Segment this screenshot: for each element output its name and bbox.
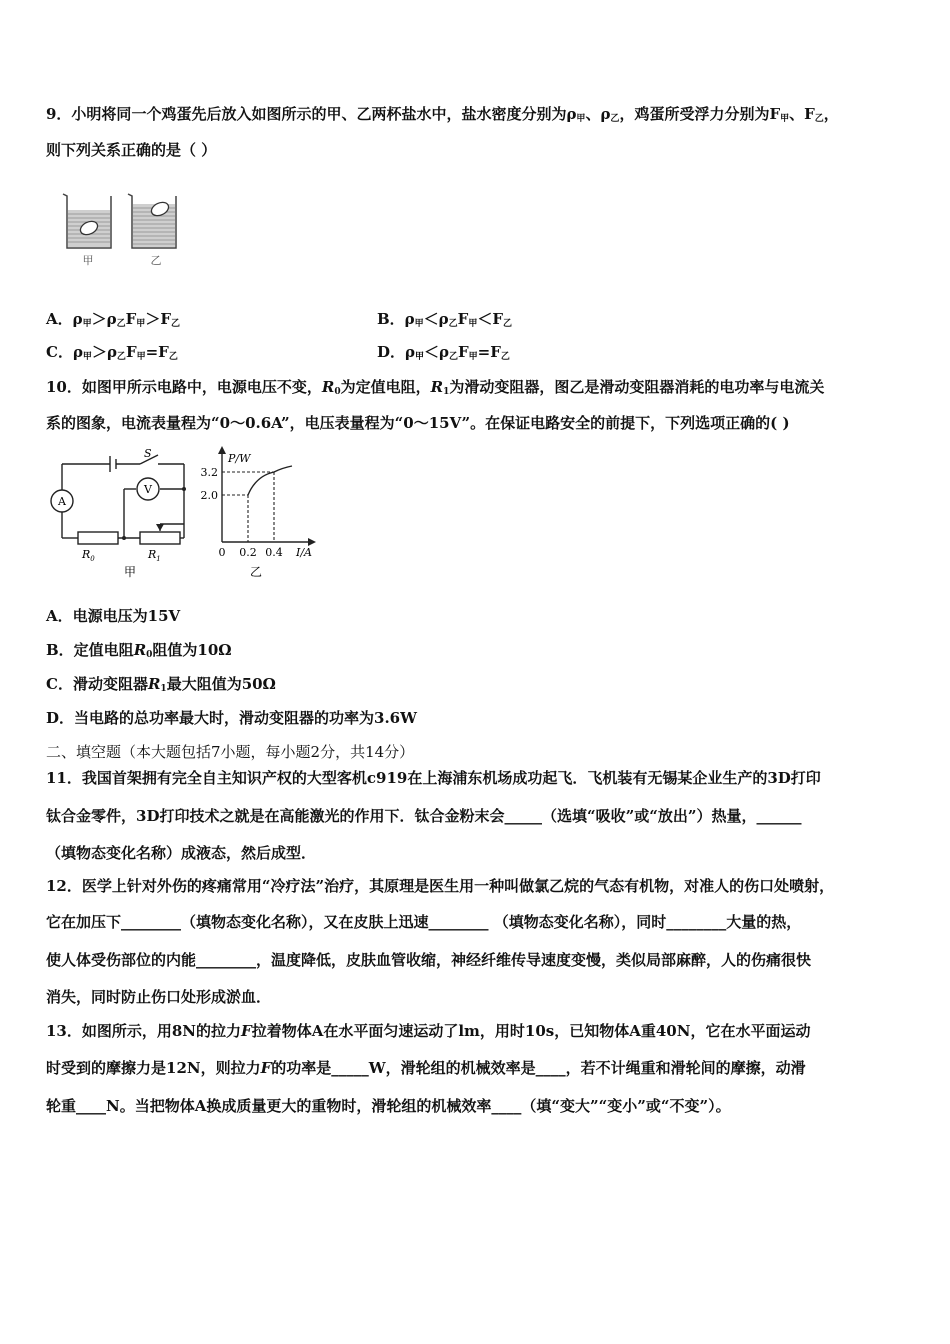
q13-line3: 轮重____N。当把物体A换成质量更大的重物时，滑轮组的机械效率____（填“变大”“变小”或“不变”）。: [46, 1097, 731, 1115]
q13-line1: 13．如图所示，用8N的拉力F拉着物体A在水平面匀速运动了lm，用时10s，已知物体A重40N，它在水平面运动: [46, 1022, 811, 1040]
q9-option-a[interactable]: A．$\rho_甲>\rho_乙F_甲>F_乙$: [46, 310, 180, 329]
beaker-jia: [63, 194, 111, 248]
x-tick-0: 0: [218, 546, 226, 559]
x-tick-0-2: 0.2: [239, 546, 257, 559]
power-curve: [248, 466, 292, 495]
svg-text:A: A: [58, 495, 66, 508]
x-tick-0-4: 0.4: [265, 546, 283, 559]
y-tick-2-0: 2.0: [200, 489, 218, 502]
q12-line4: 消失，同时防止伤口处形成淤血．: [46, 988, 272, 1006]
q9-option-b[interactable]: B．$\rho_甲<\rho_乙F_甲<F_乙$: [377, 310, 513, 329]
circuit-caption: 甲: [123, 565, 137, 579]
beaker-label-jia: 甲: [82, 254, 94, 267]
q12-line2: 它在加压下________（填物态变化名称），又在皮肤上迅速________ （填物态变化名称），同时________大量的热，: [46, 913, 802, 931]
q10-option-d[interactable]: D．当电路的总功率最大时，滑动变阻器的功率为3.6W: [46, 709, 417, 727]
q10-line1: 10．如图甲所示电路中，电源电压不变，$R_0$为定值电阻，$R_1$为滑动变阻器，图乙是滑动变阻器消耗的电功率与电流关: [46, 378, 825, 397]
q12-line3: 使人体受伤部位的内能________，温度降低，皮肤血管收缩，神经纤维传导速度变慢，类似局部麻醉，人的伤痛很快: [46, 951, 812, 969]
q12-line1: 12．医学上针对外伤的疼痛常用“冷疗法”治疗，其原理是医生用一种叫做氯乙烷的气态有机物，对准人的伤口处喷射，: [46, 877, 835, 895]
q11-line2: 钛合金零件，3D打印技术之就是在高能激光的作用下．钛合金粉末会_____（选填“吸收”或“放出”）热量，______: [46, 807, 802, 825]
q10-option-a[interactable]: A．电源电压为15V: [46, 607, 181, 625]
q10-option-b[interactable]: B．定值电阻$R_0$阻值为10Ω: [46, 641, 232, 660]
section-2-heading: 二、填空题（本大题包括7小题，每小题2分，共14分）: [46, 743, 415, 761]
circuit-diagram: [44, 444, 194, 582]
beaker-yi: [128, 194, 176, 248]
r1-label: $R_1$: [148, 548, 161, 563]
q10-option-c[interactable]: C．滑动变阻器$R_1$最大阻值为50Ω: [46, 675, 276, 694]
x-axis-label: I/A: [296, 546, 312, 559]
q9-option-d[interactable]: D．$\rho_甲<\rho_乙F_甲=F_乙$: [377, 343, 510, 362]
beaker-label-yi: 乙: [150, 254, 162, 267]
q9-line1: 9．小明将同一个鸡蛋先后放入如图所示的甲、乙两杯盐水中，盐水密度分别为$\rho_甲$、$\rho_乙$，鸡蛋所受浮力分别为$F_甲$、$F_乙$，: [46, 105, 839, 124]
switch-label: S: [144, 447, 152, 460]
svg-text:V: V: [144, 483, 152, 496]
q11-line1: 11．我国首架拥有完全自主知识产权的大型客机c919在上海浦东机场成功起飞．飞机装有无锡某企业生产的3D打印: [46, 769, 821, 787]
q9-option-c[interactable]: C．$\rho_甲>\rho_乙F_甲=F_乙$: [46, 343, 178, 362]
power-current-graph: [196, 444, 326, 582]
y-axis-label: P/W: [228, 452, 251, 465]
q11-line3: （填物态变化名称）成液态，然后成型．: [46, 844, 317, 862]
y-tick-3-2: 3.2: [200, 466, 218, 479]
graph-caption: 乙: [249, 565, 263, 579]
r0-label: $R_0$: [82, 548, 95, 563]
beakers-figure: [58, 186, 182, 270]
q10-line2: 系的图象，电流表量程为“0～0.6A”，电压表量程为“0～15V”。在保证电路安全的前提下，下列选项正确的( ): [46, 414, 790, 432]
q13-line2: 时受到的摩擦力是12N，则拉力F的功率是_____W，滑轮组的机械效率是____，若不计绳重和滑轮间的摩擦，动滑: [46, 1059, 806, 1077]
q9-line2: 则下列关系正确的是（ ）: [46, 141, 217, 159]
